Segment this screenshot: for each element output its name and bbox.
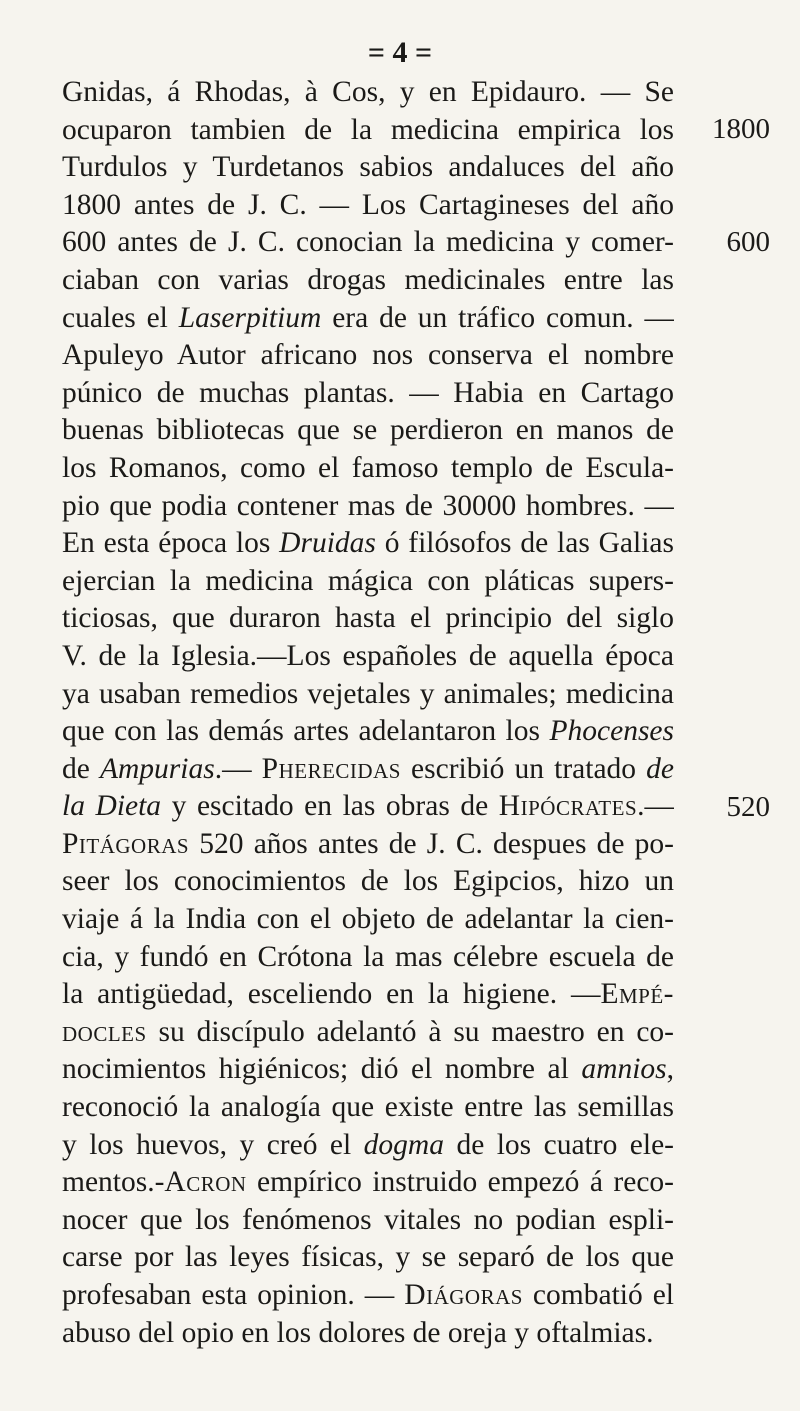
text-line: seer los conocimientos de los Egipcios, hizo un — [62, 865, 674, 898]
text-line: 1800 antes de J. C. — Los Cartagineses del año — [62, 188, 674, 221]
text-line: profesaban esta opinion. — Diágoras combatió el — [62, 1279, 674, 1311]
text-line: 600 antes de J. C. conocian la medicina y comer- — [62, 226, 674, 259]
text-line: viaje á la India con el objeto de adelantar la cien- — [62, 903, 674, 936]
author-name: Pitágoras — [62, 827, 190, 860]
author-name: Acron — [164, 1166, 247, 1199]
italic-term: dogma — [363, 1128, 444, 1161]
text-line: cuales el Laserpitium era de un tráfico comun. — — [62, 301, 674, 334]
text-line: carse por las leyes físicas, y se separó de los que — [62, 1241, 674, 1274]
text-line: la antigüedad, esceliendo en la higiene. —Empé- — [62, 978, 674, 1011]
page-number: = 4 = — [367, 36, 433, 69]
text-line: buenas bibliotecas que se perdieron en manos de — [62, 414, 674, 447]
body-text — [62, 74, 674, 1352]
text-line: ocuparon tambien de la medicina empirica los — [62, 113, 674, 146]
margin-year: 520 — [726, 791, 770, 823]
italic-term: la Dieta — [62, 790, 162, 823]
text-line: ciaban con varias drogas medicinales entre las — [62, 263, 674, 296]
text-line: cia, y fundó en Crótona la mas célebre escuela de — [62, 940, 674, 973]
text-line: abuso del opio en los dolores de oreja y oftalmias. — [62, 1316, 654, 1349]
author-name: Empé- — [600, 978, 674, 1011]
author-name: Pherecidas — [261, 752, 401, 785]
text-line: los Romanos, como el famoso templo de Escula- — [62, 451, 674, 484]
text-line: Apuleyo Autor africano nos conserva el nombre — [62, 339, 674, 372]
margin-year: 1800 — [712, 113, 770, 145]
text-line: Gnidas, á Rhodas, à Cos, y en Epidauro. — Se — [62, 76, 674, 108]
text-line: mentos.-Acron empírico instruido empezó á reco- — [62, 1166, 674, 1199]
italic-term: de — [646, 752, 674, 785]
italic-term: amnios — [581, 1053, 667, 1086]
text-line: que con las demás artes adelantaron los Phocenses — [62, 715, 674, 748]
author-name: docles — [62, 1015, 147, 1048]
italic-term: Ampurias — [99, 752, 215, 785]
italic-term: Laserpitium — [178, 301, 322, 334]
italic-term: Phocenses — [549, 715, 674, 748]
text-line: nocimientos higiénicos; dió el nombre al amnios, — [62, 1053, 674, 1086]
text-line: ya usaban remedios vejetales y animales; medicina — [62, 677, 674, 710]
text-line: nocer que los fenómenos vitales no podian espli- — [62, 1203, 674, 1236]
text-line: V. de la Iglesia.—Los españoles de aquella época — [62, 639, 674, 672]
text-line: docles su discípulo adelantó à su maestro en co- — [62, 1015, 674, 1048]
text-line: Pitágoras 520 años antes de J. C. despues de po- — [62, 827, 674, 860]
margin-year: 600 — [726, 226, 770, 258]
author-name: Hipócrates — [498, 790, 638, 823]
italic-term: Druidas — [279, 527, 376, 560]
text-line: la Dieta y escitado en las obras de Hipócrates.— — [62, 790, 674, 823]
text-line: y los huevos, y creó el dogma de los cuatro ele- — [62, 1128, 674, 1161]
text-line: ejercian la medicina mágica con pláticas supers- — [62, 564, 674, 597]
text-line: reconoció la analogía que existe entre las semillas — [62, 1091, 674, 1124]
text-line: pio que podia contener mas de 30000 hombres. — — [62, 489, 674, 522]
author-name: Diágoras — [404, 1279, 523, 1311]
text-line: En esta época los Druidas ó filósofos de las Galias — [62, 527, 674, 560]
text-line: púnico de muchas plantas. — Habia en Cartago — [62, 376, 674, 409]
text-line: de Ampurias.— Pherecidas escribió un tratado de — [62, 752, 674, 785]
text-line: Turdulos y Turdetanos sabios andaluces del año — [62, 151, 674, 184]
text-line: ticiosas, que duraron hasta el principio del siglo — [62, 602, 674, 635]
